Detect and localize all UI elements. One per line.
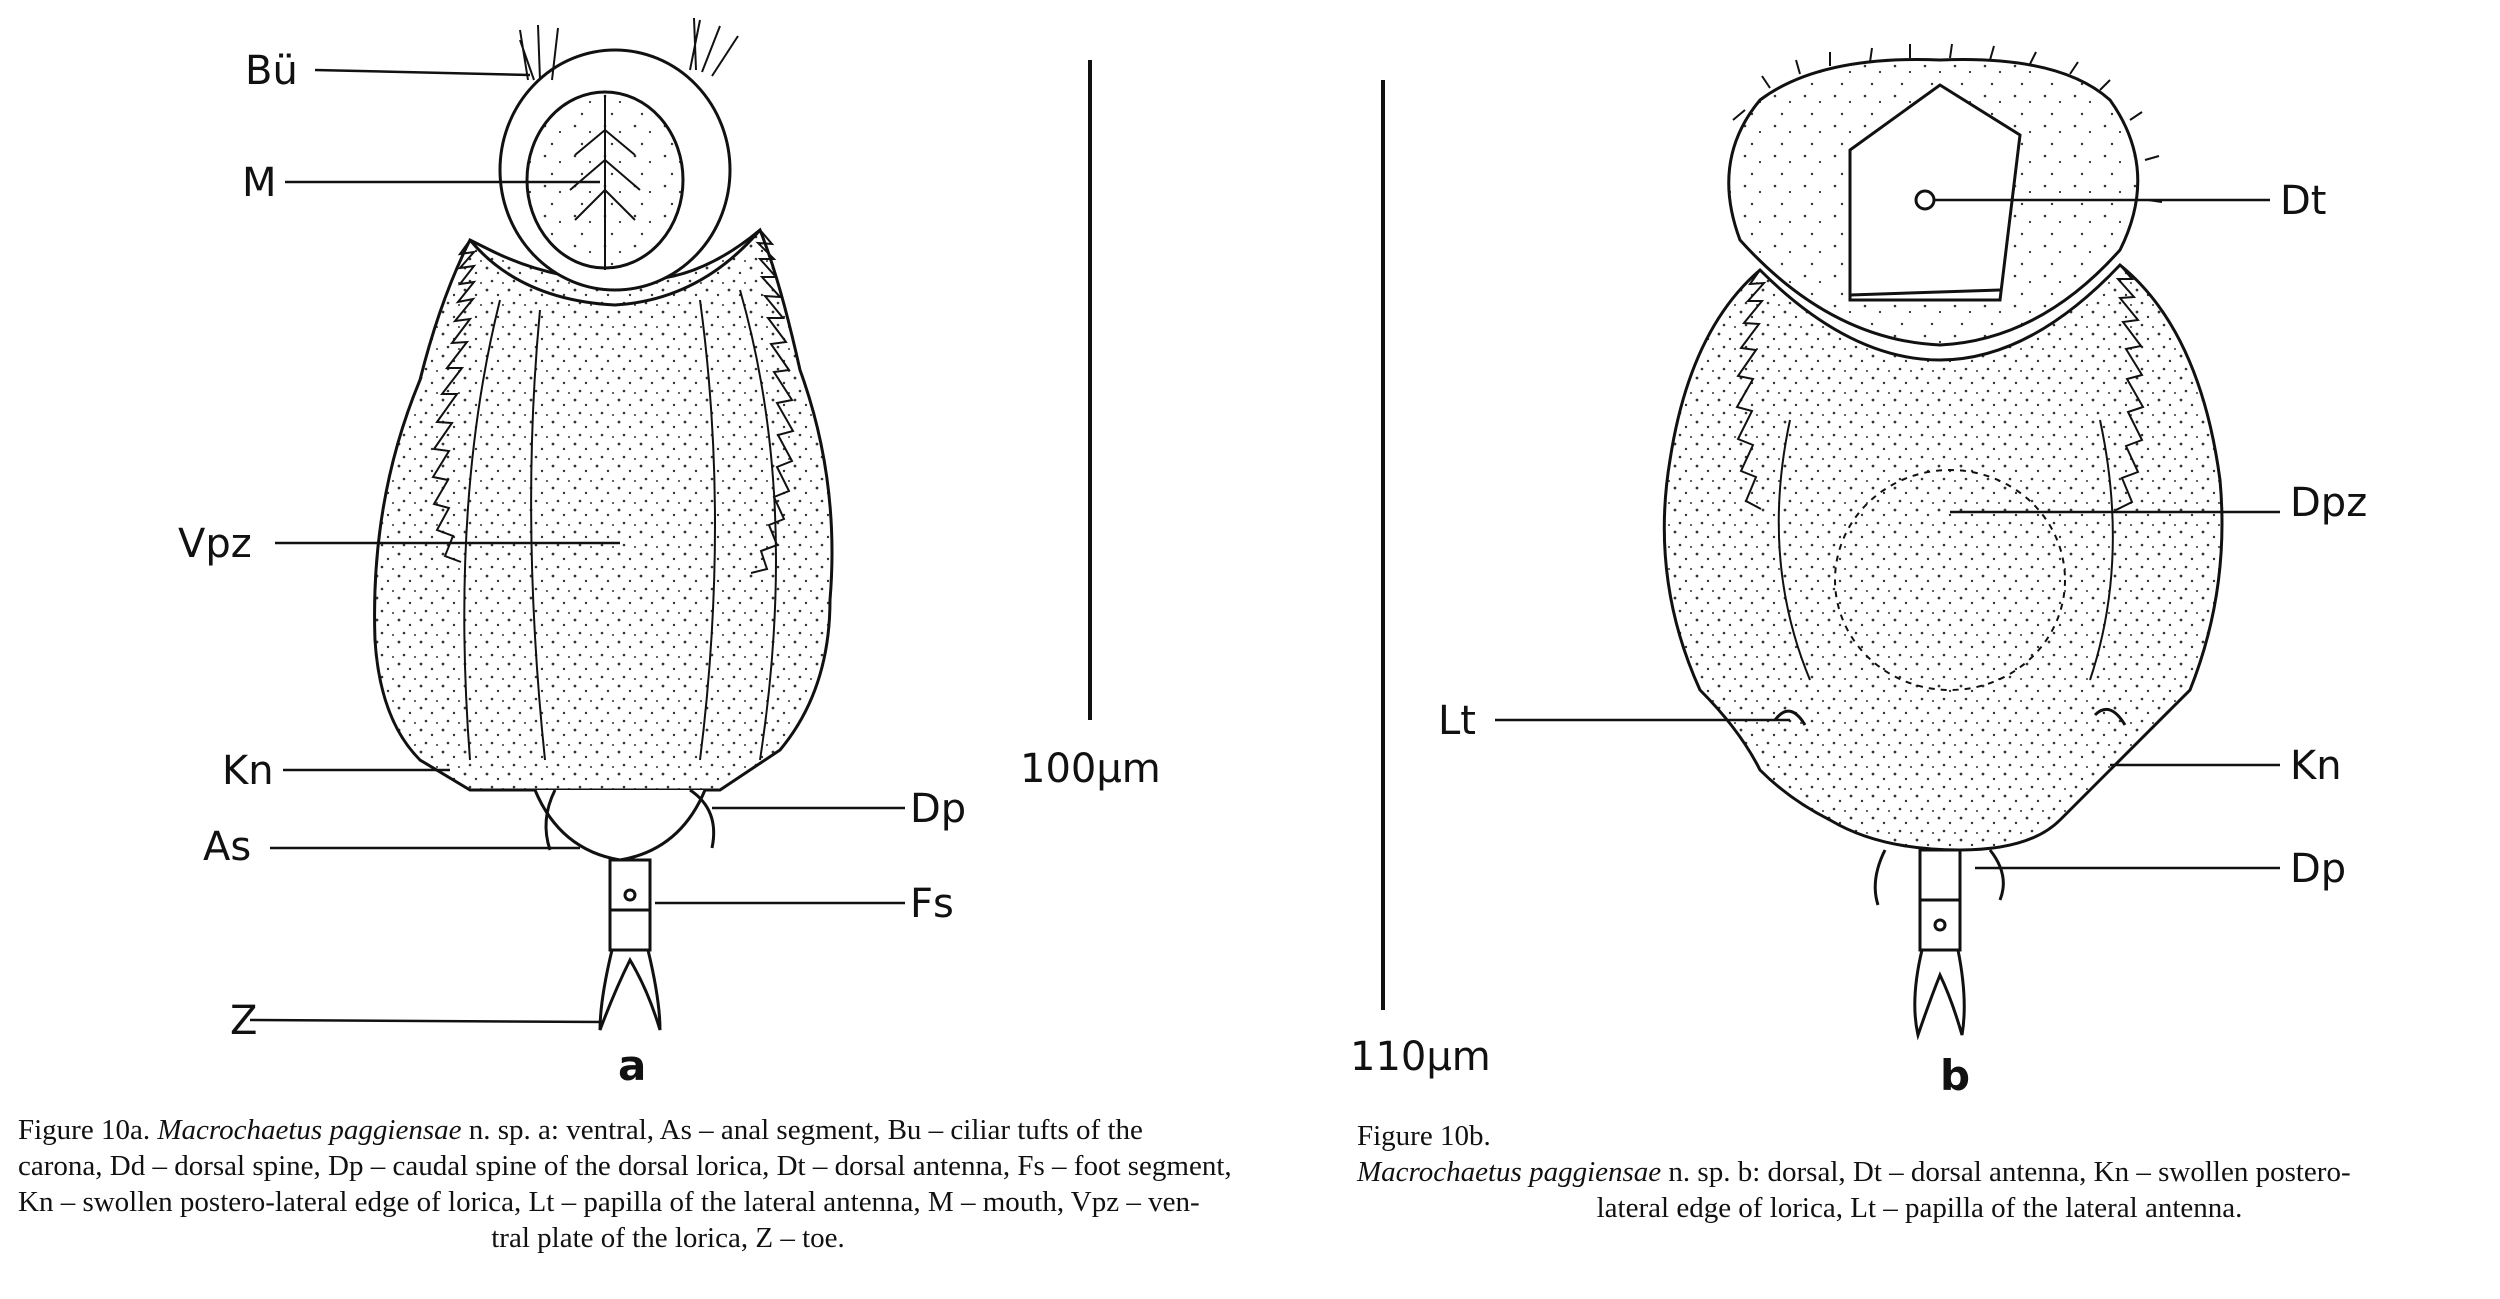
caption-a-species: Macrochaetus paggiensae — [157, 1114, 462, 1146]
panel-a-specimen — [375, 18, 832, 1030]
panel-b-caudal-spine-left — [1875, 850, 1885, 905]
caption-b-title: Figure 10b. — [1357, 1120, 1491, 1152]
caption-a-line4: tral plate of the lorica, Z – toe. — [491, 1222, 845, 1254]
label-a-fs: Fs — [910, 881, 954, 927]
label-b-dpz: Dpz — [2290, 480, 2368, 526]
label-a-bu: Bü — [245, 48, 298, 94]
label-a-as: As — [203, 824, 252, 870]
panel-a-letter: a — [618, 1041, 647, 1090]
label-b-dp: Dp — [2290, 846, 2347, 892]
caption-b-line1: n. sp. b: dorsal, Dt – dorsal antenna, Kn – swollen postero- — [1661, 1156, 2351, 1188]
label-a-m: M — [242, 160, 277, 206]
panel-a-ciliar-tuft-right — [690, 18, 738, 76]
panel-a-ciliar-tuft-left — [520, 25, 558, 80]
caption-a-line1: n. sp. a: ventral, As – anal segment, Bu – ciliar tufts of the — [461, 1114, 1143, 1146]
label-b-dt: Dt — [2280, 178, 2327, 224]
panel-b-dorsal-antenna — [1916, 191, 1934, 209]
label-b-lt: Lt — [1438, 698, 1476, 744]
panel-b-lorica — [1664, 265, 2222, 850]
panel-b-toes — [1915, 950, 1964, 1035]
panel-a-anal-segment — [535, 790, 705, 860]
panel-a-lorica — [375, 230, 832, 790]
caption-figure-10b — [1357, 1118, 2482, 1226]
label-a-vpz: Vpz — [178, 521, 252, 567]
panel-b-specimen — [1664, 44, 2222, 1035]
caption-a-line2: carona, Dd – dorsal spine, Dp – caudal spine of the dorsal lorica, Dt – dorsal antenna, Fs – foot segment, — [18, 1150, 1232, 1182]
label-a-dp: Dp — [910, 786, 967, 832]
scale-label-b: 110μm — [1350, 1034, 1491, 1080]
caption-a-prefix: Figure 10a. — [18, 1114, 151, 1146]
caption-a-line3: Kn – swollen postero-lateral edge of lorica, Lt – papilla of the lateral antenna, M – mouth, Vpz – ven- — [18, 1186, 1200, 1218]
caption-figure-10a — [18, 1112, 1318, 1256]
label-a-z: Z — [230, 998, 258, 1044]
panel-b-caudal-spine-right — [1990, 850, 2003, 900]
label-a-kn: Kn — [222, 748, 274, 794]
panel-b-letter: b — [1940, 1051, 1971, 1100]
caption-b-species: Macrochaetus paggiensae — [1357, 1156, 1662, 1188]
panel-a-foot — [610, 860, 650, 950]
caption-b-line2: lateral edge of lorica, Lt – papilla of the lateral antenna. — [1596, 1192, 2243, 1224]
label-b-kn: Kn — [2290, 743, 2342, 789]
scale-label-a: 100μm — [1020, 746, 1161, 792]
panel-a-toes — [600, 950, 660, 1030]
